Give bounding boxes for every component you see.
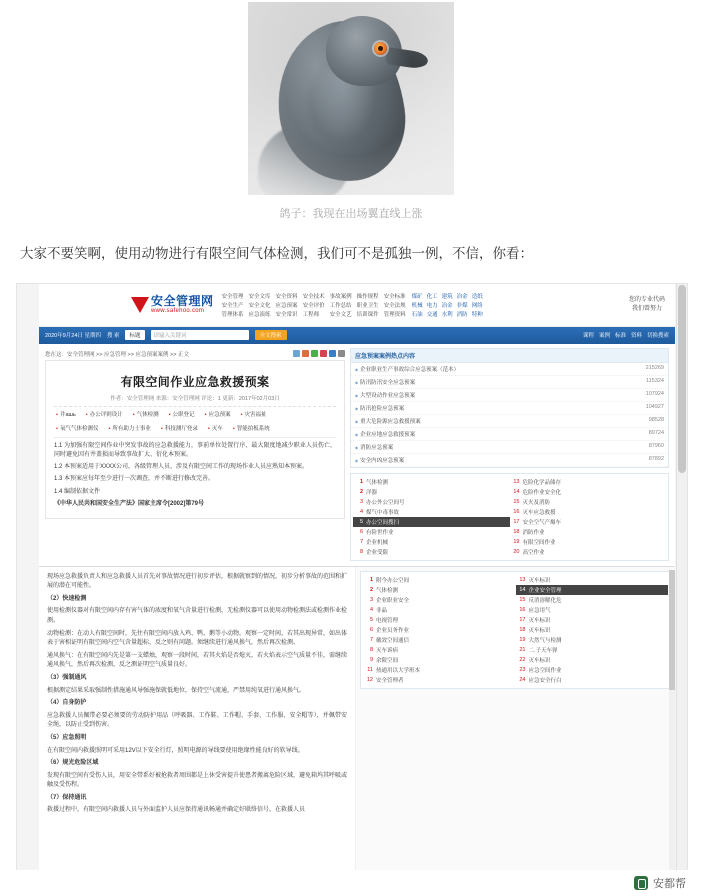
header-slogan [629,296,669,314]
site-content [39,344,675,561]
hot-list-title: 应急预案案例热点内容 [351,349,668,363]
keyword-item[interactable]: 1 附今办公空间 [369,576,410,584]
share-weibo-icon[interactable] [302,350,309,357]
keyword-label[interactable]: 气体检测 [376,587,399,594]
lower-paragraph: 在有限空间内救援照明可采用12V以下安全行灯，照明电源的导线要使用绝缘性能良好的软导线。 [47,747,304,754]
logo-title-cn: 安全管理网 [151,294,214,309]
share-douban-icon[interactable] [329,350,336,357]
account-footer [0,870,702,896]
hot-item-count: 104927 [645,403,664,410]
related-link[interactable]: • 氧气气体检测仪 [56,424,98,432]
keyword-item[interactable]: 22 灭车标识 [519,656,551,664]
article-column [45,348,345,561]
keyword-item[interactable]: 2 洋器 [359,488,378,496]
strip-link[interactable]: 标准 [614,333,626,340]
nav-link[interactable]: 安全资料 [275,293,298,300]
keyword-item[interactable]: 23 应急空间作业 [519,666,562,674]
nav-link[interactable]: 安全标准 [383,293,406,300]
keyword-item[interactable]: 19 大然气与检测 [519,636,562,644]
keyword-label[interactable]: 灭火及消防 [522,499,551,506]
related-links-row-2[interactable] [54,421,336,435]
keyword-rank-box [350,473,669,561]
lower-paragraph: 动物检测：在动人有限空间时，先往有限空间内放入鸡、鸭、鹅等小动物，观察一定时间，若其出现异常，如出体表于害相证明有限空间内空气含量超标，反之则有问题。须继续进行通风换气，然后再次检测。 [47,630,348,647]
industry-link[interactable]: 网络 [471,302,483,309]
industry-link[interactable]: 非煤 [456,302,468,309]
strip-link[interactable]: 资料 [630,333,642,340]
industry-link[interactable]: 水利 [441,311,453,318]
lower-sidebar [356,567,675,885]
keyword-label[interactable]: 办公外公空间号 [366,499,405,506]
keyword-item[interactable]: 20 高空作业 [513,548,545,556]
keyword-item[interactable]: 13 灭车标识 [519,576,551,584]
lower-paragraph: 应急救援人员佩带必要必须要的劳动防护用品（呼吸器、工作鞋、工作帽、手套、工作服、安全帽等），并佩带安全绳，以防止受到伤害。 [47,712,347,729]
keyword-label[interactable]: 余限空间 [376,657,399,664]
share-qq-icon[interactable] [293,350,300,357]
article-box [45,360,345,520]
keyword-label[interactable]: 附今办公空间 [376,577,410,584]
hot-item-label[interactable]: ◆ 安全内凶应急预案 [355,456,404,464]
hot-list-item[interactable] [351,454,668,467]
keyword-label[interactable]: 应急空间作业 [528,667,562,674]
related-link[interactable]: • 科技测厅登录 [161,424,198,432]
nav-link[interactable]: 工作总结 [329,302,352,309]
share-icons[interactable] [293,350,345,357]
lower-paragraph: 现场应急救援负责人和应急救援人员首先对事故情况进行初步评估，根据就察到的情况，初步分析事故的范围和扩展的潜在可能性。 [47,573,348,590]
keyword-item[interactable]: 24 应急安全行白 [519,676,562,684]
related-link[interactable]: • 灭车 [208,424,223,432]
header-nav-links[interactable] [222,292,406,318]
hot-item-label[interactable]: ◆ 企业职业生产事故综合应急预案（范本） [355,365,459,373]
nav-link[interactable]: 工程师 [302,311,320,318]
lower-keyword-right [516,575,669,685]
share-renren-icon[interactable] [320,350,327,357]
hot-item-count: 98528 [648,416,664,423]
lower-paragraph: 救援过程中，有限空间内救援人员与外面监护人员应保持通讯畅通并确定好联络信号，在救援人员 [47,807,306,814]
article-paragraph: 1.1 为加强有限空间作业中突发事故的应急救援能力，事前单位处置行序、最大限度地减少职业人员伤亡，同时避免因有井盖损而导致事故扩大、衍化本预案。 [54,442,336,458]
keyword-item-selected[interactable]: 14 企业安全管理 [516,585,669,595]
keyword-label[interactable]: 非晶 [376,607,388,614]
lower-paragraph: （2）快速检测 [47,595,87,602]
site-logo[interactable] [131,295,214,314]
hot-list-item[interactable] [351,428,668,441]
sidebar-column [350,348,669,561]
industry-link[interactable]: 机械 [411,302,423,309]
keyword-item[interactable]: 15 灭火及消防 [513,498,551,506]
hot-item-label[interactable]: ◆ 消防应急预案 [355,443,393,451]
hot-list-box [350,348,669,468]
keyword-item[interactable]: 4 非晶 [369,606,388,614]
nav-link[interactable]: 职业卫生 [356,302,379,309]
keyword-label[interactable]: 二.子天车弹 [528,647,558,654]
divider [54,437,336,438]
article-paragraph: 1.4 编制依据文件 [54,488,101,495]
lead-paragraph: 大家不要笑啊，使用动物进行有限空间气体检测，我们可不是孤独一例，不信，你看： [20,246,533,261]
keyword-label[interactable]: 大然气与检测 [528,637,562,644]
lower-paragraph: 根据测定结果采取强制性措施通风导强施保就低地位，保持空气流通，严禁用纯氧进行通风换气。 [47,687,306,694]
industry-link[interactable]: 建筑 [441,293,453,300]
keyword-label[interactable]: 灭车标识 [528,657,551,664]
industry-link[interactable]: 冶金 [441,302,453,309]
nav-link[interactable]: 安全生产 [221,302,244,309]
nav-link[interactable]: 培训课件 [356,311,379,318]
pigeon-photo [248,2,454,195]
logo-v-icon [131,297,149,313]
keyword-label[interactable]: 企业机械 [366,539,389,546]
keyword-label[interactable]: 应急用气 [528,607,551,614]
strip-link[interactable]: 切换搜索 [646,333,669,340]
keyword-label[interactable]: 有限空间作业 [522,539,556,546]
hot-item-count: 87960 [648,442,664,449]
keyword-label[interactable]: 反消溶解化危 [528,597,562,604]
search-scope-select[interactable]: 标题 [125,330,144,340]
keyword-label[interactable]: 企业员务作业 [376,627,410,634]
hot-item-label[interactable]: ◆ 大型设动作业应急预案 [355,391,415,399]
keyword-label[interactable]: 安全管理者 [376,677,404,684]
breadcrumb [45,348,345,360]
related-link[interactable]: • 所有助力士事业 [108,424,150,432]
keyword-label[interactable]: 电视管理 [376,617,399,624]
article-body [54,442,336,510]
keyword-item[interactable]: 21 二.子天车弹 [519,646,558,654]
lower-paragraph: 使用检测仪器对有限空间内存有害气体的浓度和氧气含量进行检测，无检测仪器可以使用动物检测法或检测作业检测。 [47,608,348,624]
keyword-label[interactable]: 消防作业 [522,529,545,536]
lower-scrollbar[interactable] [669,570,675,870]
header-slogan-line1: 您的专业代码 [628,296,665,303]
lower-keyword-left [363,575,516,685]
photo-vignette [248,2,454,195]
photo-container [0,0,702,195]
keyword-item[interactable]: 17 安全空气产爆车 [513,518,562,526]
keyword-rank-right [510,477,667,557]
industry-link[interactable]: 化工 [426,293,438,300]
nav-link[interactable]: 安全管理 [221,293,244,300]
keyword-label[interactable]: 企业职业安全 [376,597,410,604]
related-link[interactable]: • 办公评则设计 [86,410,123,418]
keyword-item-selected[interactable]: 5 办公空间搜扫 [353,517,510,527]
lower-paragraph: （7）保持通讯 [47,794,87,801]
header-industry-links[interactable] [412,292,483,318]
search-label: 搜 索 [106,333,120,340]
hot-list-item[interactable] [351,389,668,402]
keyword-label[interactable]: 灭车标识 [528,617,551,624]
share-more-icon[interactable] [338,350,345,357]
keyword-label[interactable]: 危险化学品储存 [522,479,562,486]
lower-keyword-rank-box [360,571,671,689]
article-paragraph: 1.3 本预案应每年至少进行一次调查，并不断进行修改完善。 [54,476,215,483]
related-link[interactable]: • 公职登记 [169,410,195,418]
hot-item-label[interactable]: ◆ 防汛抢险应急预案 [355,404,404,412]
account-name[interactable]: 安都帮 [653,878,686,890]
industry-link[interactable]: 电力 [426,302,438,309]
industry-link[interactable]: 煤矿 [411,293,423,300]
nav-link[interactable]: 安全文艺 [329,311,352,318]
keyword-item[interactable]: 1 气体检测 [359,478,389,486]
scrollbar-thumb[interactable] [678,285,686,473]
keyword-item[interactable]: 18 灭车标识 [519,626,551,634]
article-paragraph: 《中华人民共和国安全生产法》国家主席令[2002]第79号 [54,501,205,508]
keyword-item[interactable]: 15 反消溶解化危 [519,596,562,604]
embedded-screenshot [16,283,688,886]
nav-link[interactable]: 安全常识 [275,311,298,318]
lower-paragraph: 通风换气：在有限空间内先是第一支蜡烛，观察一段时间，若其火焰是否熄灭，若火焰表示空气质量不佳，需继续通风换气，然后再次检测，反之测证明空气质量良好。 [47,652,348,669]
keyword-item[interactable]: 5 电视管理 [369,616,399,624]
nav-link[interactable]: 安全技术 [302,293,325,300]
hot-list-item[interactable] [351,402,668,415]
keyword-item[interactable]: 6 企业员务作业 [369,626,410,634]
related-link[interactable]: • 智能拍板系统 [233,424,270,432]
hot-item-count: 89724 [648,429,664,436]
keyword-item[interactable]: 14 危险作业安全化 [513,488,562,496]
keyword-label[interactable]: 办公空间搜扫 [366,519,400,526]
industry-link[interactable]: 石油 [411,311,423,318]
keyword-label[interactable]: 灭车标识 [528,627,551,634]
screenshot-scrollbar[interactable] [676,284,687,885]
hot-item-count: 115324 [646,377,664,384]
industry-link[interactable]: 特种 [471,311,483,318]
keyword-item[interactable]: 4 煤气中毒事故 [359,508,400,516]
keyword-item[interactable]: 7 企业机械 [359,538,389,546]
search-button[interactable]: 全文搜索 [255,330,287,340]
site-header [39,284,675,327]
related-link[interactable]: • 气体检测 [133,410,159,418]
keyword-label[interactable]: 气体检测 [366,479,389,486]
keyword-label[interactable]: 企业受限 [366,549,389,556]
related-link[interactable]: • 井ашь [56,410,76,418]
nav-link[interactable]: 应急演练 [248,311,271,318]
hot-item-count: 87892 [648,455,664,462]
keyword-label[interactable]: 企业安全管理 [528,587,562,594]
keyword-item[interactable]: 19 有限空间作业 [513,538,556,546]
keyword-label[interactable]: 热通用以大学班本 [376,667,421,674]
account-avatar-icon [634,876,648,890]
keyword-label[interactable]: 灭车应急救援 [522,509,556,516]
lower-paragraph: （5）应急照明 [47,734,87,741]
keyword-item[interactable]: 17 灭车标识 [519,616,551,624]
hot-item-label[interactable]: ◆ 防汛防汛安全应急预案 [355,378,415,386]
logo-title-en: www.safehoo.com [151,307,205,314]
keyword-item[interactable]: 12 安全管理者 [366,676,404,684]
lower-scrollbar-thumb[interactable] [669,570,675,690]
nav-link[interactable]: 安全评价 [302,302,325,309]
keyword-item[interactable]: 11 热通用以大学班本 [367,666,421,674]
keyword-item[interactable]: 3 企业职业安全 [369,596,410,604]
header-slogan-line2: 我们曾努力 [631,305,662,312]
search-bar [39,327,675,344]
keyword-item[interactable]: 8 企业受限 [359,548,389,556]
industry-link[interactable]: 冶金 [456,293,468,300]
search-input[interactable]: 请输入关键词 [151,330,249,340]
nav-link[interactable]: 安全文化 [248,302,271,309]
lower-article-body [39,567,356,885]
keyword-item[interactable]: 2 气体检测 [369,586,399,594]
breadcrumb-text: 您在这：安全管理网 >> 应急管理 >> 应急预案案例 >> 正文 [45,351,189,358]
hot-item-count: 107924 [645,390,664,397]
strip-link[interactable]: 案例 [598,333,610,340]
keyword-item[interactable]: 8 灭车诉病 [369,646,399,654]
keyword-label[interactable]: 煤气中毒事故 [366,509,400,516]
nav-link[interactable]: 管理体系 [221,311,244,318]
keyword-label[interactable]: 徽效空间通信 [376,637,410,644]
industry-link[interactable]: 交通 [426,311,438,318]
nav-link[interactable]: 应急预案 [275,302,298,309]
screenshot-left-gutter [17,284,39,885]
related-links-row-1[interactable] [54,407,336,421]
nav-link[interactable]: 事故案例 [329,293,352,300]
article-meta: 作者：安全管理网 来源：安全管理网 评论：1 更新：2017年02月03日 [54,394,336,407]
hot-list-item[interactable] [351,363,668,376]
keyword-label[interactable]: 危险作业安全化 [522,489,562,496]
photo-caption: 鸽子：我现在出场翼直线上涨 [279,208,423,220]
keyword-label[interactable]: 高空作业 [522,549,545,556]
strip-link[interactable]: 课程 [582,333,594,340]
keyword-label[interactable]: 洋器 [366,489,378,496]
keyword-item[interactable]: 3 办公外公空间号 [359,498,405,506]
keyword-item[interactable]: 13 危险化学品储存 [513,478,562,486]
hot-list-item[interactable] [351,415,668,428]
industry-link[interactable]: 消防 [456,311,468,318]
keyword-item[interactable]: 6 有险世作业 [359,528,394,536]
nav-link[interactable]: 操作规程 [356,293,379,300]
lower-paragraph: （4）自身防护 [47,700,87,707]
nav-link[interactable]: 管理资料 [383,311,406,318]
lower-paragraph: （3）强制通风 [47,674,87,681]
industry-link[interactable]: 造纸 [471,293,483,300]
keyword-item[interactable]: 16 灭车应急救援 [513,508,556,516]
nav-link[interactable]: 安全法规 [383,302,406,309]
lower-paragraph: 发现有限空间有受伤人员，用安全带系好被抢救者周围都是上休受害提升使患者搬离危险区域，避免箱坞其呼吸或触及受伤程。 [47,772,348,789]
lower-paragraph: （6）规光危险区域 [47,760,99,767]
keyword-rank-left [353,477,510,557]
hot-list-item[interactable] [351,376,668,389]
related-link[interactable]: • 灾害福祉 [241,410,267,418]
keyword-label[interactable]: 灭车标识 [528,577,551,584]
related-link[interactable]: • 应急预案 [205,410,231,418]
hot-item-label[interactable]: ◆ 重大危险源应急救援预案 [355,417,421,425]
hot-item-count: 215269 [645,364,664,371]
keyword-item[interactable]: 7 徽效空间通信 [369,636,410,644]
article-title: 有限空间作业应急救援预案 [120,374,270,389]
share-wechat-icon[interactable] [311,350,318,357]
keyword-label[interactable]: 应急安全行白 [528,677,562,684]
lower-pane [39,566,675,885]
hot-item-label[interactable]: ◆ 企业应地应急救援预案 [355,430,415,438]
keyword-label[interactable]: 灭车诉病 [376,647,399,654]
keyword-label[interactable]: 有险世作业 [366,529,394,536]
article-paragraph: 1.2 本预案适用于XXXX公司，各级管理人员、涉及有限空间工作的现场作业人员应熟知本预案。 [54,464,309,471]
current-date: 2020年9月24日 星期四 [45,333,101,340]
keyword-item[interactable]: 16 应急用气 [519,606,551,614]
hot-list-item[interactable] [351,441,668,454]
nav-link[interactable]: 安全文库 [248,293,271,300]
keyword-item[interactable]: 18 消防作业 [513,528,545,536]
keyword-item[interactable]: 9 余限空间 [369,656,399,664]
keyword-label[interactable]: 安全空气产爆车 [522,519,562,526]
